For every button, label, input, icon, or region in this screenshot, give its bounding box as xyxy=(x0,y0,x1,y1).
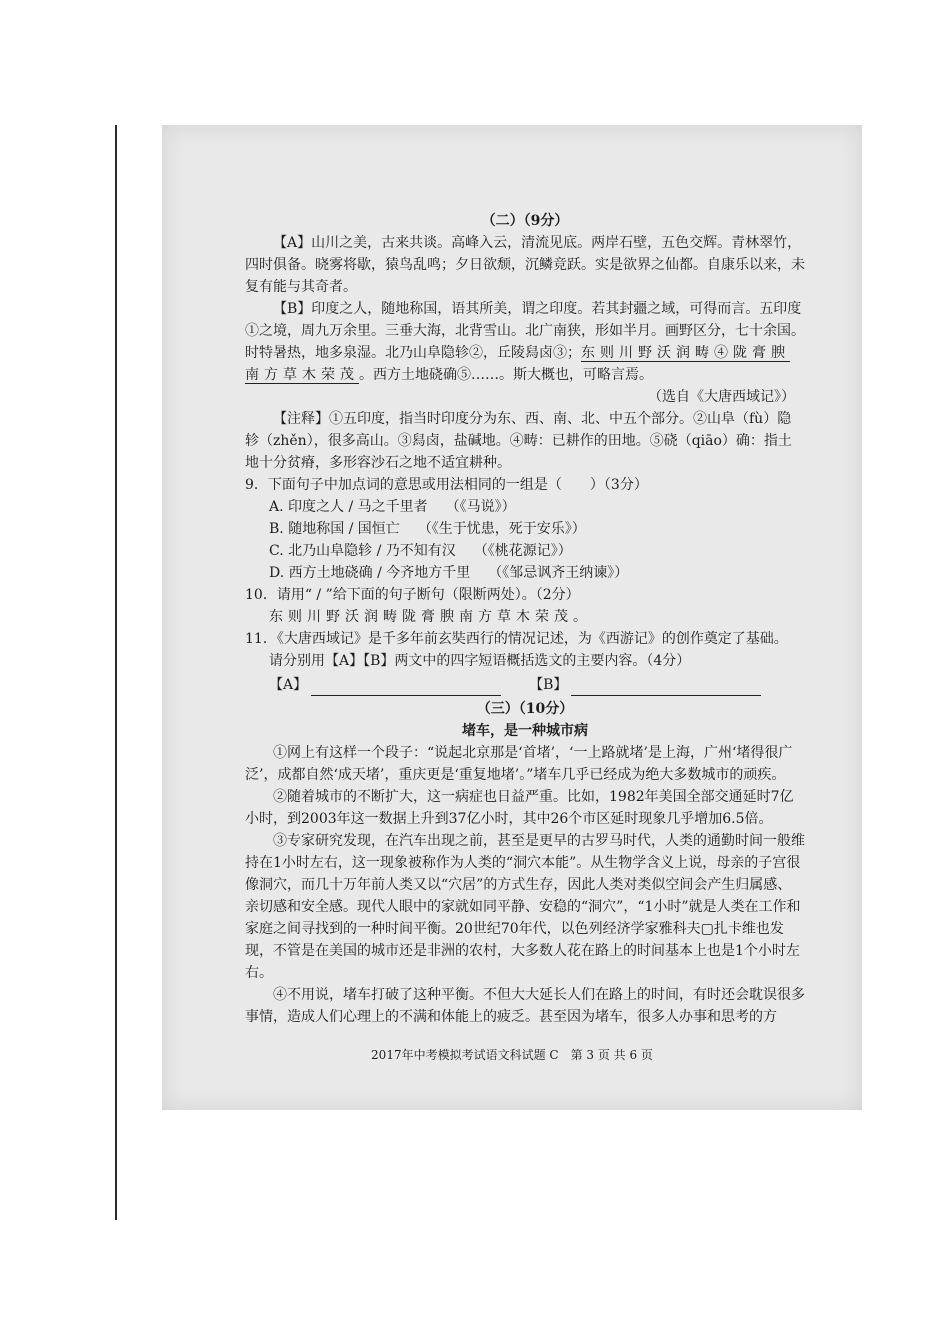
q9-option-b-text: B. 随地称国 / 国恒亡 xyxy=(269,521,400,537)
section-2-heading: （二）（9分） xyxy=(481,213,569,229)
passage-b-post: 。西方土地硗确⑤……。斯大概也，可略言焉。 xyxy=(359,367,653,383)
exam-content xyxy=(245,210,805,1028)
blank-a-line[interactable] xyxy=(311,677,501,696)
blank-b-label: 【B】 xyxy=(529,677,568,693)
annotations: 【注释】①五印度，指当时印度分为东、西、南、北、中五个部分。②山阜（fù）隐轸（zhěn），很多高山。③舄卤，盐碱地。④畴：已耕作的田地。⑤硗（qiāo）确：指土地十分贫瘠，多形容沙石之地不适宜耕种。 xyxy=(245,411,792,471)
q9-option-b[interactable] xyxy=(245,518,805,540)
q9-option-a-ref: （《马说》） xyxy=(445,499,516,515)
page-footer: 2017年中考模拟考试语文科试题 C 第 3 页 共 6 页 xyxy=(371,1048,653,1062)
question-10-stem: 10．请用“ / ”给下面的句子断句（限断两处）。（2分） xyxy=(245,587,580,603)
q9-option-b-ref: （《生于忧患，死于安乐》） xyxy=(417,521,586,537)
q9-option-c-ref: （《桃花源记》） xyxy=(473,543,572,559)
passage-source: （选自《大唐西域记》） xyxy=(648,389,795,405)
article-paragraph-3: ③专家研究发现，在汽车出现之前，甚至是更早的古罗马时代，人类的通勤时间一般维持在1小时左右，这一现象被称作为人类的“洞穴本能”。从生物学含义上说，母亲的子宫很像洞穴，而几十万年前人类又以“穴居”的方式生存，因此人类对类似空间会产生归属感、亲切感和安全感。现代人眼中的家就如同平静、安稳的“洞穴”，“1小时”就是人类在工作和家庭之间寻找到的一种时间平衡。20世纪70年代，以色列经济学家雅科夫▢扎卡维也发现，不管是在美国的城市还是非洲的农村，大多数人花在路上的时间基本上也是1个小时左右。 xyxy=(245,833,805,981)
passage-b xyxy=(245,298,805,386)
blank-b[interactable] xyxy=(529,674,761,696)
question-11-blanks xyxy=(245,674,805,696)
article-paragraph-2: ②随着城市的不断扩大，这一病症也日益严重。比如，1982年美国全部交通延时7亿小时，到2003年这一数据上升到37亿小时，其中26个市区延时现象几乎增加6.5倍。 xyxy=(245,789,794,827)
question-10-sentence: 东则川野沃润畴陇膏腴南方草木荣茂。 xyxy=(269,609,592,625)
passage-b-pre: 【B】印度之人，随地称国，语其所美，谓之印度。若其封疆之域，可得而言。五印度①之境，周九万余里。三垂大海，北背雪山。北广南狭，形如半月。画野区分，七十余国。时特暑热，地多泉湿。北乃山阜隐轸②，丘陵舄卤③； xyxy=(245,301,805,361)
blank-a[interactable] xyxy=(269,674,501,696)
scan-edge-line xyxy=(115,125,117,1220)
question-11-instruction: 请分别用【A】【B】两文中的四字短语概括选文的主要内容。（4分） xyxy=(269,653,691,669)
section-3-heading: （三）（10分） xyxy=(476,701,574,717)
passage-b-underlined: 东则川野沃润畴④陇膏腴南方草木荣茂 xyxy=(245,345,790,383)
q9-option-a-text: A. 印度之人 / 马之千里者 xyxy=(269,499,428,515)
article-paragraph-4: ④不用说，堵车打破了这种平衡。不但大大延长人们在路上的时间，有时还会耽误很多事情，造成人们心理上的不满和体能上的疲乏。甚至因为堵车，很多人办事和思考的方 xyxy=(245,987,805,1025)
passage-a: 【A】山川之美，古来共谈。高峰入云，清流见底。两岸石壁，五色交辉。青林翠竹，四时俱备。晓雾将歇，猿鸟乱鸣；夕日欲颓，沉鳞竞跃。实是欲界之仙都。自康乐以来，未复有能与其奇者。 xyxy=(245,235,805,295)
q9-option-c-text: C. 北乃山阜隐轸 / 乃不知有汉 xyxy=(269,543,456,559)
q9-option-a[interactable] xyxy=(245,496,805,518)
q9-option-d-text: D. 西方土地硗确 / 今齐地方千里 xyxy=(269,565,471,581)
q9-option-d-ref: （《邹忌讽齐王纳谏》） xyxy=(488,565,629,581)
q9-option-d[interactable] xyxy=(245,562,805,584)
question-11-stem: 11．《大唐西域记》是千多年前玄奘西行的情况记述，为《西游记》的创作奠定了基础。 xyxy=(245,631,788,647)
article-paragraph-1: ①网上有这样一个段子：“说起北京那是‘首堵’，‘一上路就堵’是上海，广州‘堵得很广泛’，成都自然‘成天堵’，重庆更是‘重复地堵’。”堵车几乎已经成为绝大多数城市的顽疾。 xyxy=(245,745,793,783)
article-title: 堵车，是一种城市病 xyxy=(462,723,588,739)
blank-a-label: 【A】 xyxy=(269,677,308,693)
blank-b-line[interactable] xyxy=(571,677,761,696)
q9-option-c[interactable] xyxy=(245,540,805,562)
question-9-stem: 9．下面句子中加点词的意思或用法相同的一组是（ ）（3分） xyxy=(245,477,648,493)
